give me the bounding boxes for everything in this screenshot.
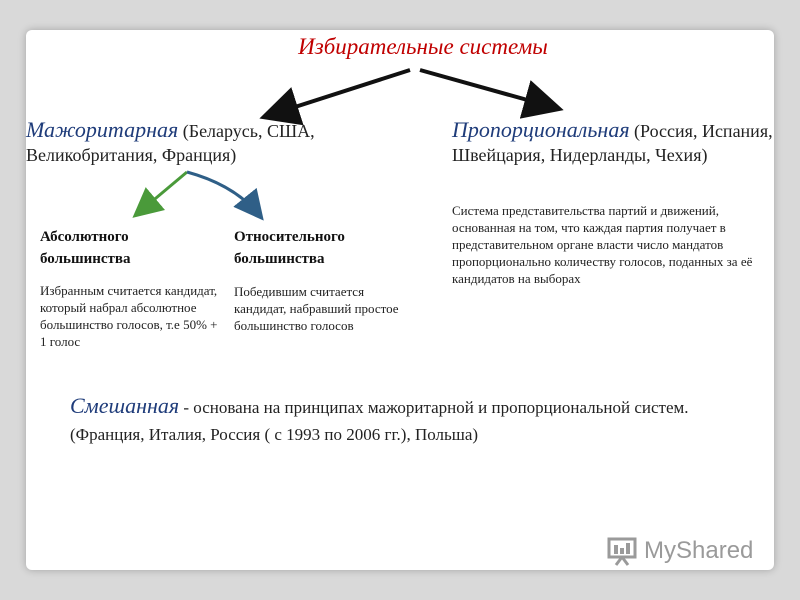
arrow-to-relative — [187, 172, 260, 216]
mixed-system — [70, 392, 750, 448]
presentation-icon — [606, 536, 640, 566]
relative-majority-text: Победившим считается кандидат, набравший простое большинство голосов — [234, 284, 399, 333]
majoritarian-name: Мажоритарная — [26, 117, 179, 142]
mixed-name: Смешанная — [70, 393, 180, 418]
majoritarian-heading — [26, 118, 356, 167]
arrow-to-majoritarian — [267, 70, 410, 116]
majoritarian-countries: (Беларусь, США, Великобритания, Франция) — [26, 121, 315, 165]
proportional-heading — [452, 118, 782, 167]
arrow-to-absolute — [137, 172, 187, 214]
page-title: Избирательные системы — [298, 34, 548, 59]
mixed-text: - основана на принципах мажоритарной и пропорциональной систем. (Франция, Италия, Россия ( с 1993 по 2006 гг.), Польша) — [70, 398, 689, 444]
proportional-description: Система представительства партий и движений, основанная на том, что каждая партия получает в представительном органе власти число мандатов пропорционально количеству голосов, поданных за её кандидатов на выборах — [452, 203, 753, 286]
logo — [606, 536, 753, 566]
logo-text: MyShared — [644, 537, 754, 564]
absolute-majority-text: Избранным считается кандидат, который набрал абсолютное большинство голосов, т.е 50% + 1 голос — [40, 283, 218, 349]
absolute-majority-title: Абсолютного большинства — [40, 229, 131, 267]
arrow-to-proportional — [420, 70, 556, 108]
proportional-countries: (Россия, Испания, Швейцария, Нидерланды, Чехия) — [452, 121, 773, 165]
relative-majority-title: Относительного большинства — [234, 229, 345, 267]
proportional-name: Пропорциональная — [452, 117, 630, 142]
